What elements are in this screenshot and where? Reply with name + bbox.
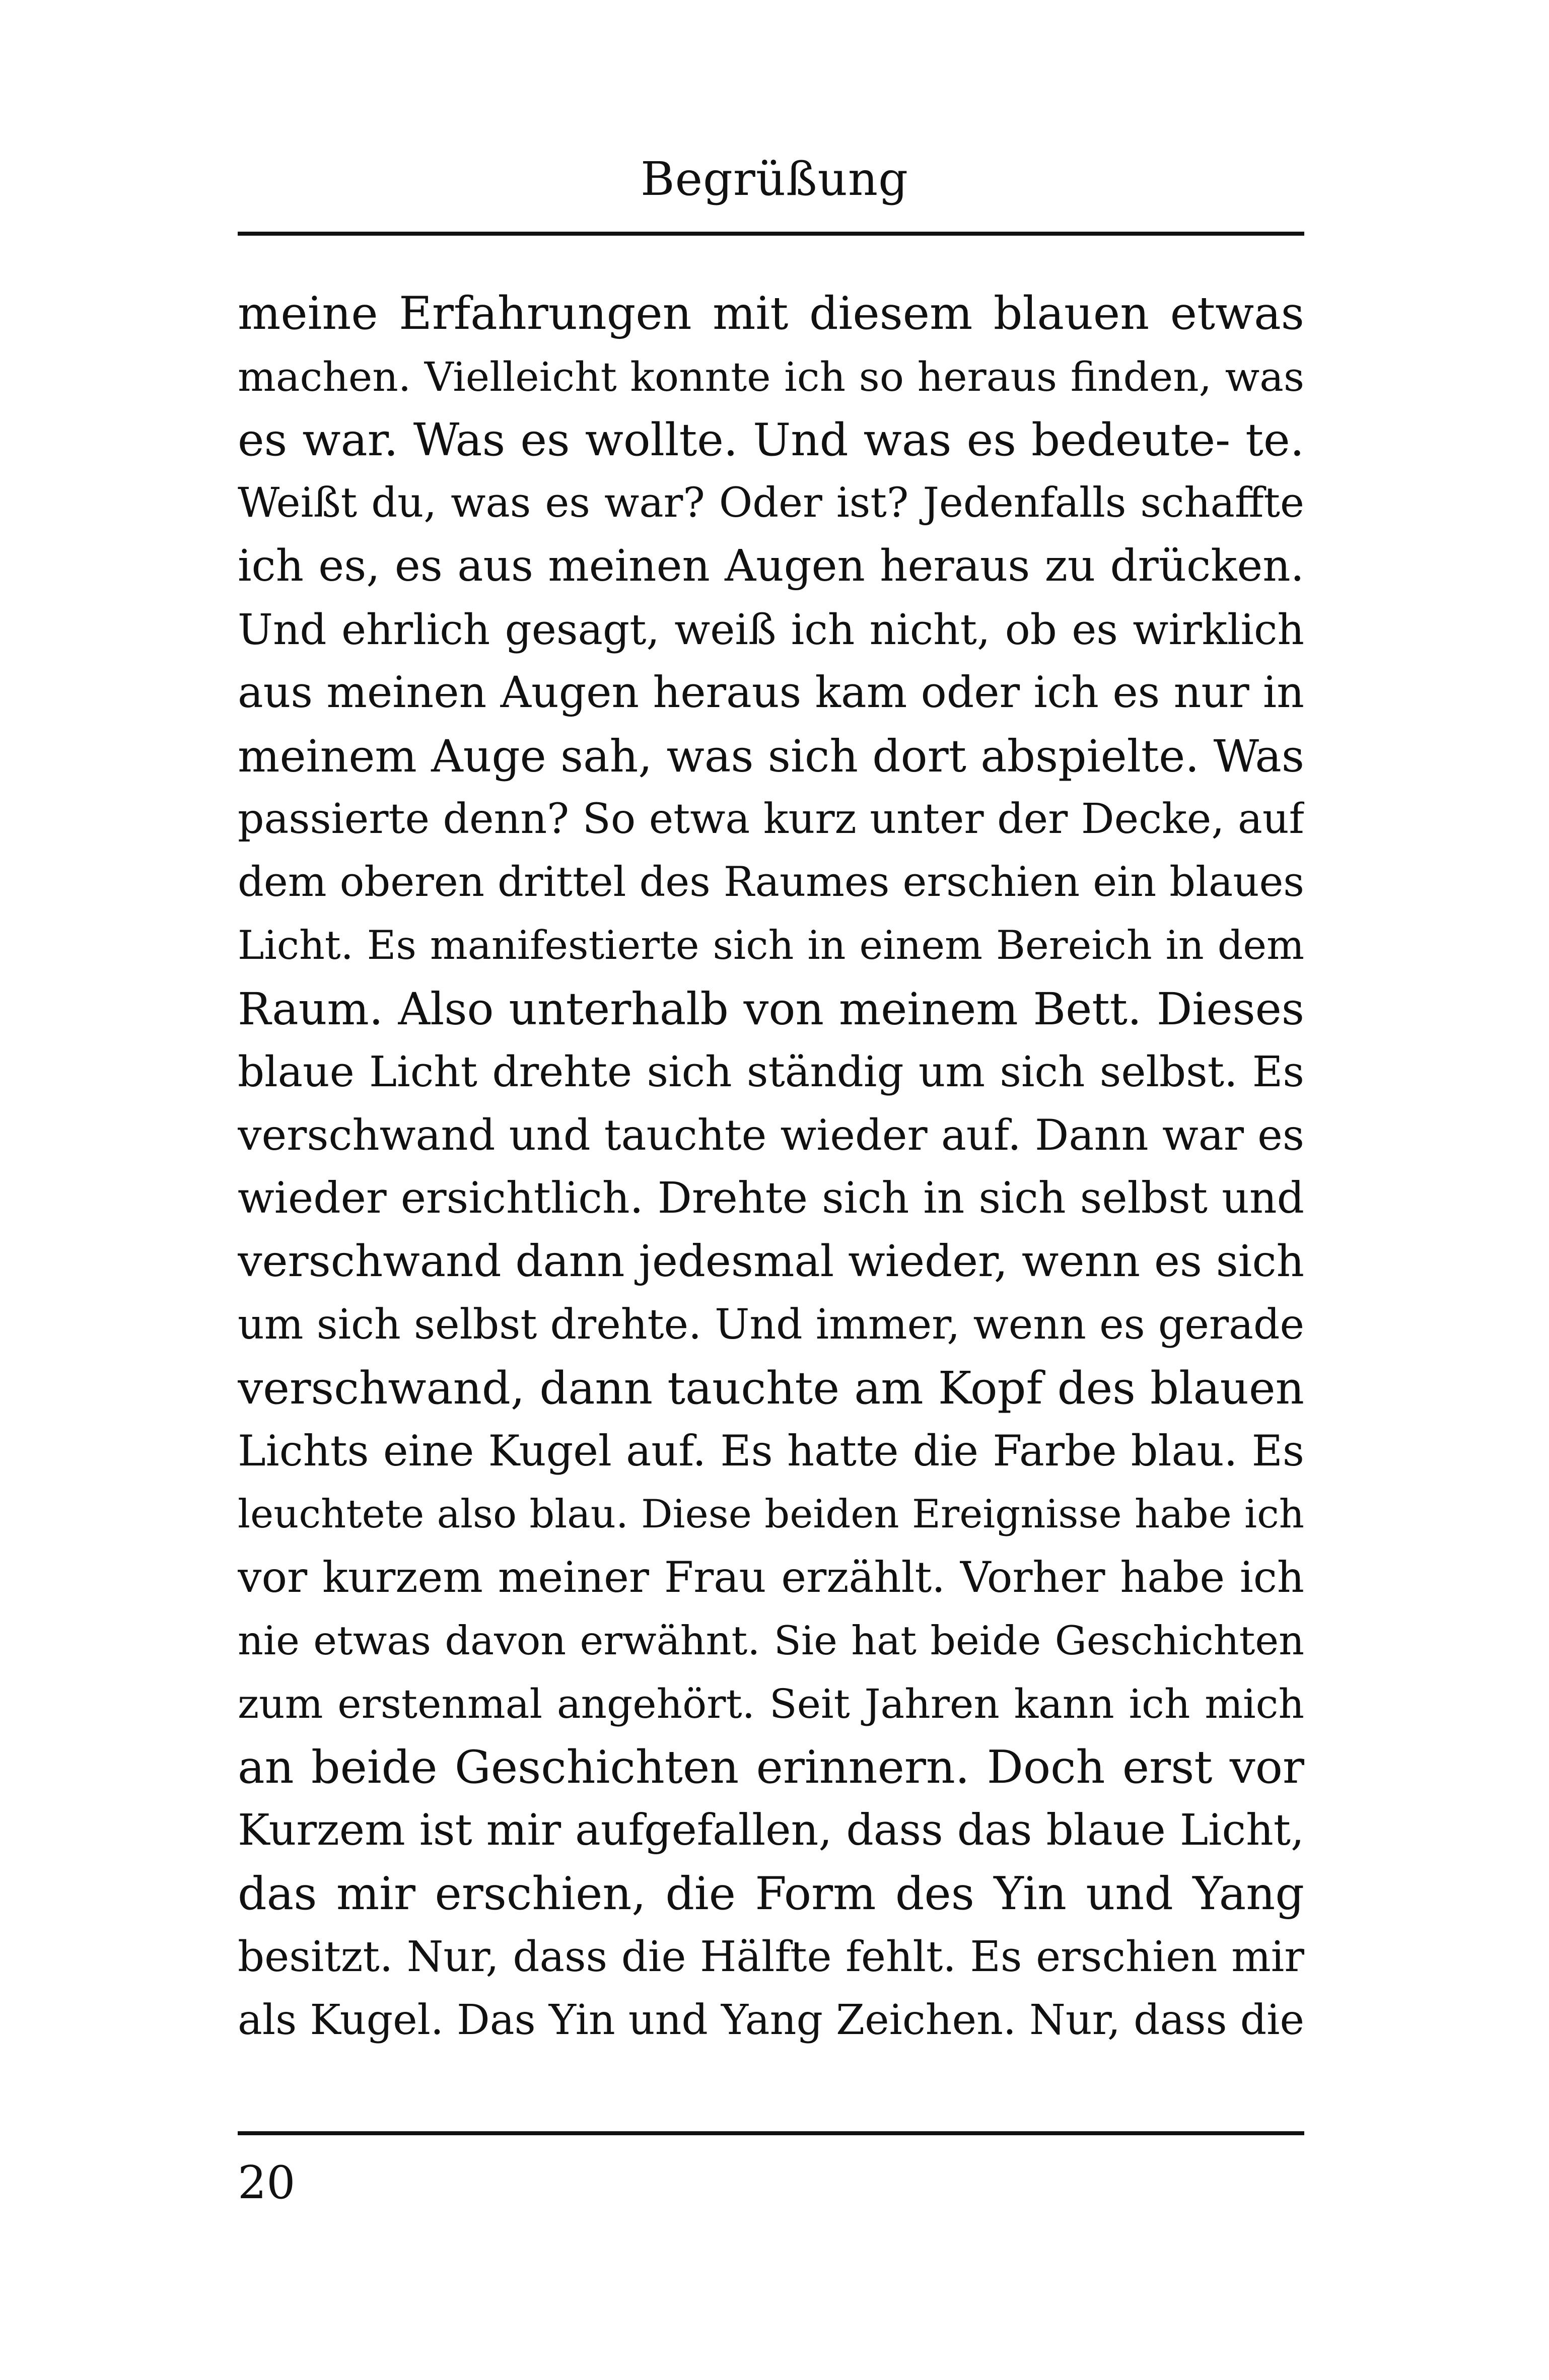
text-line: wieder ersichtlich. Drehte sich in sich selbst und (238, 1173, 1304, 1223)
text-line: verschwand, dann tauchte am Kopf des blauen (238, 1361, 1304, 1414)
text-line: passierte denn? So etwa kurz unter der Decke, auf (238, 795, 1304, 843)
text-line: Lichts eine Kugel auf. Es hatte die Farbe blau. Es (238, 1426, 1304, 1476)
text-line: machen. Vielleicht konnte ich so heraus finden, was (238, 353, 1304, 400)
text-line: aus meinen Augen heraus kam oder ich es nur in (238, 668, 1304, 718)
text-line: verschwand dann jedesmal wieder, wenn es sich (238, 1236, 1304, 1287)
text-line: meine Erfahrungen mit diesem blauen etwas (238, 287, 1304, 340)
text-line: leuchtete also blau. Diese beiden Ereignisse habe ich (238, 1491, 1304, 1537)
text-line: nie etwas davon erwähnt. Sie hat beide Geschichten (238, 1617, 1304, 1664)
text-line: um sich selbst drehte. Und immer, wenn es gerade (238, 1301, 1304, 1349)
running-header: Begrüßung (640, 152, 909, 206)
text-line: blaue Licht drehte sich ständig um sich selbst. Es (238, 1047, 1304, 1096)
text-line: an beide Geschichten erinnern. Doch erst vor (238, 1740, 1304, 1794)
text-line: Raum. Also unterhalb von meinem Bett. Dieses (238, 983, 1304, 1035)
body-text (238, 282, 1304, 2052)
text-line: es war. Was es wollte. Und was es bedeute- te. (238, 413, 1304, 466)
text-line: dem oberen drittel des Raumes erschien ein blaues (238, 858, 1304, 906)
text-line: zum erstenmal angehört. Seit Jahren kann ich mich (238, 1681, 1304, 1727)
text-line: Licht. Es manifestierte sich in einem Bereich in dem (238, 922, 1304, 968)
text-line: verschwand und tauchte wieder auf. Dann war es (238, 1110, 1304, 1160)
text-line: meinem Auge sah, was sich dort abspielte. Was (238, 730, 1304, 782)
header-rule (238, 232, 1304, 236)
text-line: Weißt du, was es war? Oder ist? Jedenfalls schaffte (238, 479, 1304, 527)
text-line: Kurzem ist mir aufgefallen, dass das blaue Licht, (238, 1805, 1304, 1855)
footer-rule (238, 2131, 1304, 2135)
text-line: als Kugel. Das Yin und Yang Zeichen. Nur, dass die (238, 1996, 1304, 2044)
page-number: 20 (238, 2156, 296, 2209)
text-line: Und ehrlich gesagt, weiß ich nicht, ob es wirklich (238, 605, 1304, 654)
text-line: besitzt. Nur, dass die Hälfte fehlt. Es erschien mir (238, 1932, 1304, 1981)
text-line: ich es, es aus meinen Augen heraus zu drücken. (238, 541, 1304, 591)
text-line: vor kurzem meiner Frau erzählt. Vorher habe ich (238, 1553, 1304, 1602)
text-line: das mir erschien, die Form des Yin und Yang (238, 1867, 1304, 1920)
